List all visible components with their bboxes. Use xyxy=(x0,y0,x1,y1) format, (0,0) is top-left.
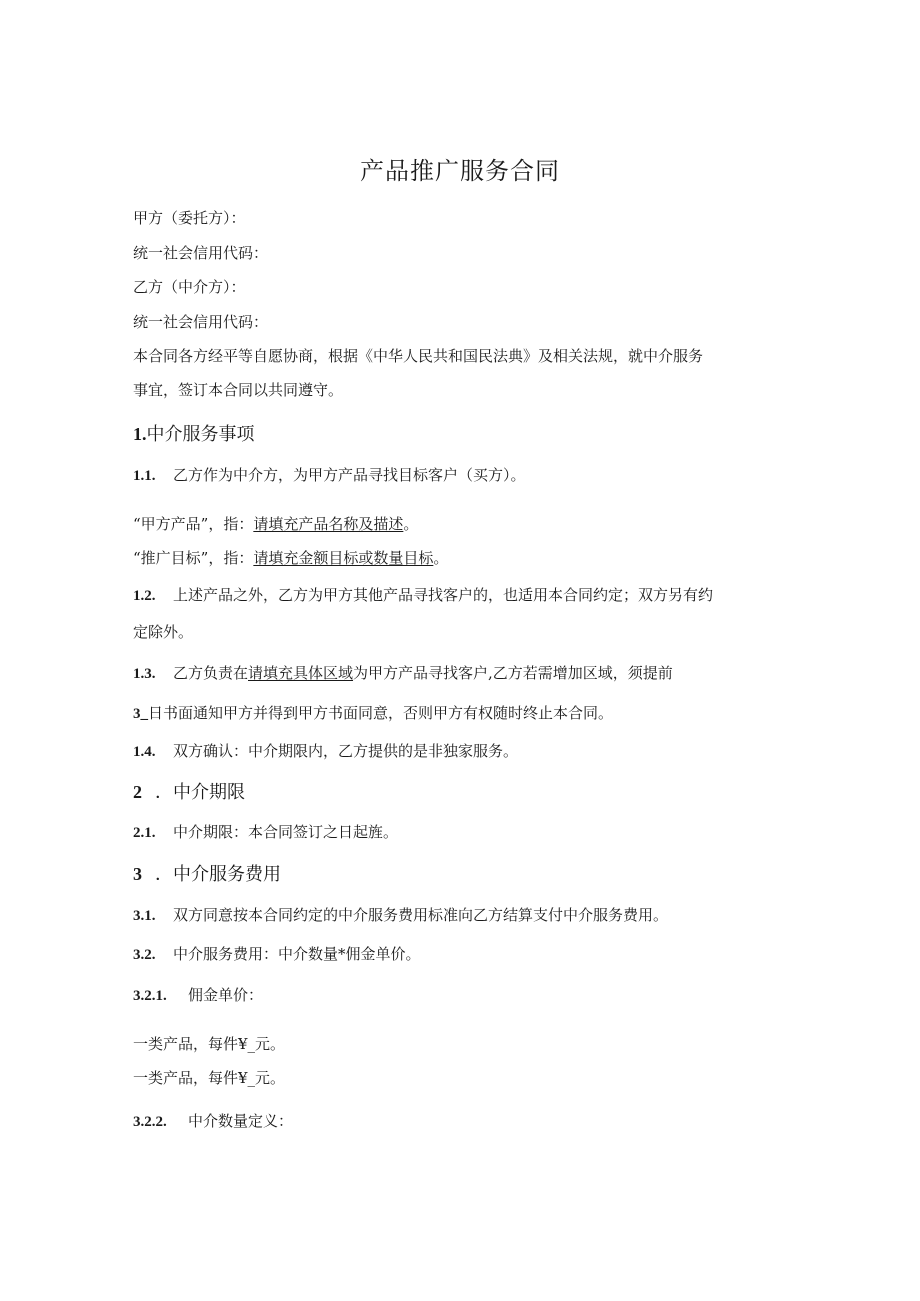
price-line-2: 一类产品，每件¥_元。 xyxy=(133,1069,286,1087)
clause-1-2-line-2: 定除外。 xyxy=(133,623,194,641)
section-1-number: 1. xyxy=(133,424,147,444)
clause-number: 3.2. xyxy=(133,947,156,963)
section-2-heading xyxy=(133,780,245,805)
clause-1-2-line-1 xyxy=(133,585,713,606)
clause-2-1 xyxy=(133,822,398,843)
clause-1-4 xyxy=(133,741,518,762)
clause-3-2 xyxy=(133,944,421,965)
clause-text: 乙方作为中介方，为甲方产品寻找目标客户（买方）。 xyxy=(173,466,526,484)
clause-3-2-2 xyxy=(133,1111,293,1132)
definition-product: “甲方产品”，指：请填充产品名称及描述。 xyxy=(133,515,419,533)
section-1-title: 中介服务事项 xyxy=(146,424,255,445)
section-3-number: 3 xyxy=(133,864,142,884)
clause-number: 1.3. xyxy=(133,666,156,682)
section-3-title: ．中介服务费用 xyxy=(155,864,281,885)
party-b-line: 乙方（中介方）： xyxy=(133,278,246,296)
clause-number: 2.1. xyxy=(133,825,156,841)
clause-1-3-line-1: 1.3. 乙方负责在请填充具体区域为甲方产品寻找客户,乙方若需增加区域，须提前 xyxy=(133,664,673,682)
clause-text: 中介服务费用：中介数量*佣金单价。 xyxy=(173,945,421,963)
region-placeholder-field[interactable]: 请填充具体区域 xyxy=(248,664,354,682)
clause-number: 3.1. xyxy=(133,908,156,924)
definition-label: “推广目标”，指： xyxy=(133,549,254,567)
clause-text: 中介期限：本合同签订之日起旌。 xyxy=(173,823,399,841)
clause-number: 3.2.1. xyxy=(133,988,167,1004)
clause-1-3-line-2: 3_日书面通知甲方并得到甲方书面同意，否则甲方有权随时终止本合同。 xyxy=(133,704,614,722)
clause-1-1 xyxy=(133,465,526,486)
definition-target: “推广目标”，指：请填充金额目标或数量目标。 xyxy=(133,549,449,567)
clause-text: 上述产品之外，乙方为甲方其他产品寻找客户的，也适用本合同约定；双方另有约 xyxy=(173,586,714,604)
clause-number: 1.4. xyxy=(133,744,156,760)
definition-label: “甲方产品”，指： xyxy=(133,515,254,533)
notice-days-field[interactable]: 3_ xyxy=(133,706,148,722)
clause-3-2-1 xyxy=(133,985,263,1006)
clause-number: 1.2. xyxy=(133,588,156,604)
section-3-heading xyxy=(133,862,281,887)
section-2-title: ．中介期限 xyxy=(155,782,245,803)
price-line-1: 一类产品，每件¥_元。 xyxy=(133,1035,286,1053)
document-title: 产品推广服务合同 xyxy=(360,157,560,185)
section-1-heading xyxy=(133,422,255,447)
target-placeholder-field[interactable]: 请填充金额目标或数量目标 xyxy=(253,549,434,567)
clause-number: 3.2.2. xyxy=(133,1114,167,1130)
clause-number: 1.1. xyxy=(133,468,156,484)
product-placeholder-field[interactable]: 请填充产品名称及描述 xyxy=(253,515,404,533)
clause-text: 双方确认：中介期限内，乙方提供的是非独家服务。 xyxy=(173,742,519,760)
preamble-line-2: 事宜，签订本合同以共同遵守。 xyxy=(133,381,344,399)
party-a-credit-code: 统一社会信用代码： xyxy=(133,244,269,262)
party-b-credit-code: 统一社会信用代码： xyxy=(133,313,269,331)
party-a-line: 甲方（委托方）： xyxy=(133,209,246,227)
clause-text: 佣金单价： xyxy=(188,986,264,1004)
preamble-line-1: 本合同各方经平等自愿协商，根据《中华人民共和国民法典》及相关法规，就中介服务 xyxy=(133,347,704,365)
section-2-number: 2 xyxy=(133,782,142,802)
clause-text: 双方同意按本合同约定的中介服务费用标准向乙方结算支付中介服务费用。 xyxy=(173,906,669,924)
clause-text: 中介数量定义： xyxy=(188,1112,294,1130)
clause-3-1 xyxy=(133,905,668,926)
